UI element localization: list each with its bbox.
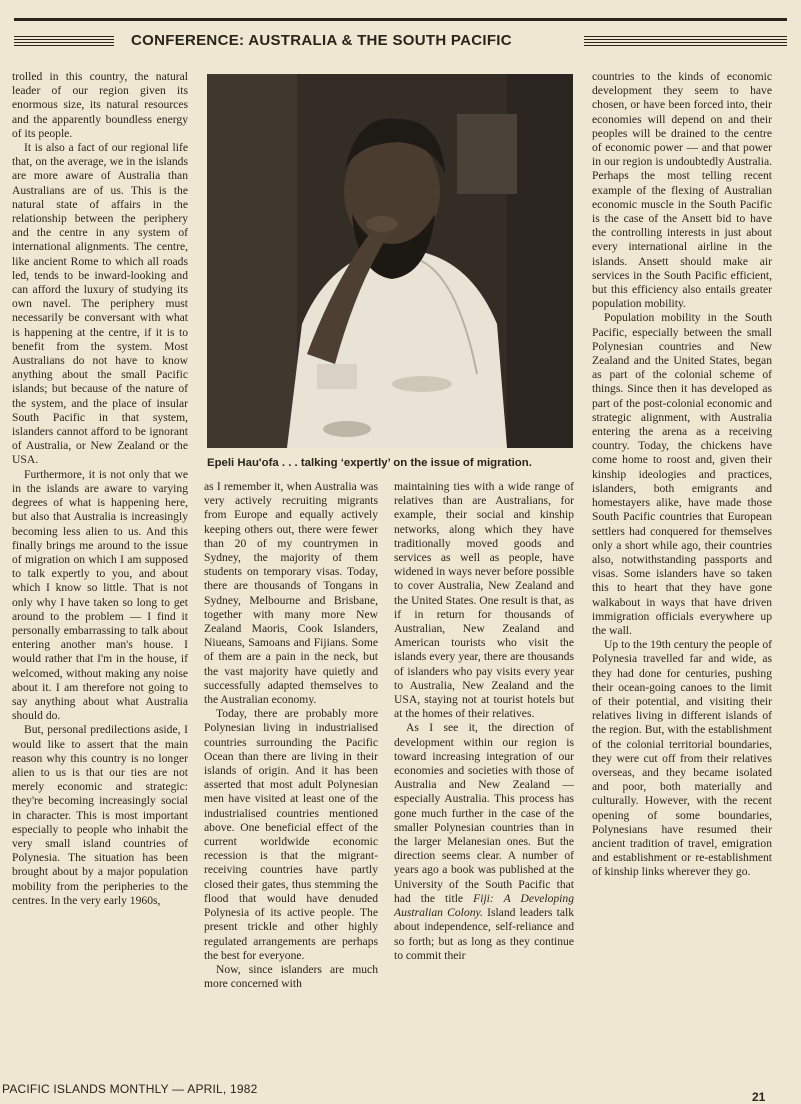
portrait-photo [207,74,573,448]
paragraph: It is also a fact of our regional life that, on the average, we in the islands are more aware of Australia than Australians are of us. This is the natural state of affairs in the relationship between the periphery and the centre in any system of international alignments. The centre, like ancient Rome to which all roads led, tends to be inward-looking and can afford the luxury of studying its own navel. The periphery must necessarily be conversant with what is happening at the centre, if it is to benefit from the system. Most Australians do not have to know anything about the small Pacific islands; but because of the nature of the system, and the place of insular South Pacific in that system, islanders cannot afford to be ignorant of Australia, or New Zealand or the USA. [12,141,188,467]
paragraph: Up to the 19th century the people of Polynesia travelled far and wide, as they had done for centuries, pushing their ocean-going canoes to the limit of their potential, and visiting their relatives living in different islands of the region. But, with the establishment of the colonial territorial boundaries, they were cut off from their relatives overseas, and they became isolated and poor, both materially and culturally. However, with the recent opening of some boundaries, Polynesians have resumed their ancient tradition of travel, emigration and establishment or re-establishment of kinship links wherever they go. [592,638,772,879]
article-column-4 [592,70,772,880]
header-hatch-right [584,36,787,47]
paragraph: Furthermore, it is not only that we in the islands are aware to varying degrees of what is happening here, but also that Australia is increasingly becoming less alien to us. And this finally brings me around to the issue of migration on which I am supposed to talk expertly to you, and about which I know so little. That is not only why I have taken so long to get around to the problem — I find it personally embarrassing to talk about entering another man's house. I would rather that I'm in the house, if welcomed, without making any noise about it. I am therefore not going to say anything about what Australia should do. [12,467,188,723]
portrait-photo-illustration [207,74,573,448]
publication-footer: PACIFIC ISLANDS MONTHLY — APRIL, 1982 [2,1082,258,1096]
paragraph: Today, there are probably more Polynesian living in industrialised countries surrounding the Pacific Ocean than there are living in their islands of origin. And it has been asserted that most adult Polynesian men have visited at least one of the industrialised countries mentioned above. One beneficial effect of the current worldwide economic recession is that the migrant-receiving countries have partly closed their gates, thus stemming the flood that would have denuded Polynesia of its active people. The present trickle and other highly regulated arrangements are perhaps the best for everyone. [204,707,378,962]
book-title: Fiji: A Developing Australian Colony. [394,891,574,920]
article-column-2 [204,480,378,991]
header-hatch-left [14,36,114,47]
paragraph: Now, since islanders are much more concerned with [204,962,378,991]
paragraph-text: Island leaders talk about independence, self-reliance and so forth; but as long as they continue to commit their [394,906,574,962]
paragraph: countries to the kinds of economic development they seem to have chosen, or have been forced into, their economies will depend on and their peoples will be drained to the centre of economic power — and that power in our region is undoubtedly Australia. Perhaps the most telling recent example of the flexing of Australian economic muscle in the South Pacific is the case of the Ansett bid to have the controlling interests in just about every international airline in the islands. Ansett should make air services in the South Pacific efficient, but this efficiency also entails greater population mobility. [592,70,772,311]
paragraph: trolled in this country, the natural leader of our region given its enormous size, its natural resources and the apparently boundless energy of its people. [12,70,188,140]
section-title: CONFERENCE: AUSTRALIA & THE SOUTH PACIFIC [131,32,512,49]
paragraph: Population mobility in the South Pacific, especially between the small Polynesian countries and New Zealand and the United States, began as part of the colonial scheme of things. Since then it has developed as part of the post-colonial economic and strategic alignment, with Australia entering the arena as a receiving country. Today, the chickens have come home to roost and, given their kinship ideologies and practices, islanders, both emigrants and homestayers alike, have made those South Pacific countries that European settlers had conquered for themselves only a short while ago, their countries also, notwithstanding passports and visas. Some islanders have so taken this to heart that they have gone walkabout in ways that have driven immigration officials everywhere up the wall. [592,311,772,637]
paragraph: maintaining ties with a wide range of relatives than are Australians, for example, their social and kinship networks, along which they have traditionally moved goods and services as well as people, have widened in ways never before possible to cover Australia, New Zealand and the United States. One result is that, as if in return for thousands of Australian, New Zealand and American tourists who visit the islands every year, there are thousands of islanders who pay visits every year to Australia, New Zealand and the USA, staying not at tourist hotels but at the homes of their relatives. [394,480,574,721]
section-header [14,31,787,51]
paragraph: But, personal predilections aside, I would like to assert that the main reason why this country is no longer alien to us is that our ties are not merely economic and strategic: they're becoming increasingly social in character. This is most important especially to people who inhabit the very small island countries of Polynesia. The situation has been brought about by a major population mobility from the peripheries to the centres. In the very early 1960s, [12,723,188,907]
photo-caption: Epeli Hau'ofa . . . talking ‘expertly’ on the issue of migration. [207,457,532,469]
paragraph [394,721,574,962]
paragraph-text: As I see it, the direction of development within our region is toward increasing integration of our economies and societies with those of Australia and New Zealand — especially Australia. This process has gone much further in the case of the smaller Polynesian countries than in the larger Melanesian ones. But the direction seems clear. A number of years ago a book was published at the University of the South Pacific that had the title [394,721,574,905]
article-column-1 [12,70,188,908]
paragraph: as I remember it, when Australia was very actively recruiting migrants from Europe and equally actively keeping others out, there were fewer than 20 of my countrymen in Sydney, the majority of them students on temporary visas. Today, there are thousands of Tongans in Sydney, Melbourne and Brisbane, together with many more New Zealand Maoris, Cook Islanders, Niueans, Samoans and Fijians. Some of them are a pain in the neck, but the vast majority have quietly and successfully adapted themselves to the Australian economy. [204,480,378,707]
article-column-3 [394,480,574,963]
page-number: 21 [752,1090,766,1104]
top-rule [14,18,787,21]
